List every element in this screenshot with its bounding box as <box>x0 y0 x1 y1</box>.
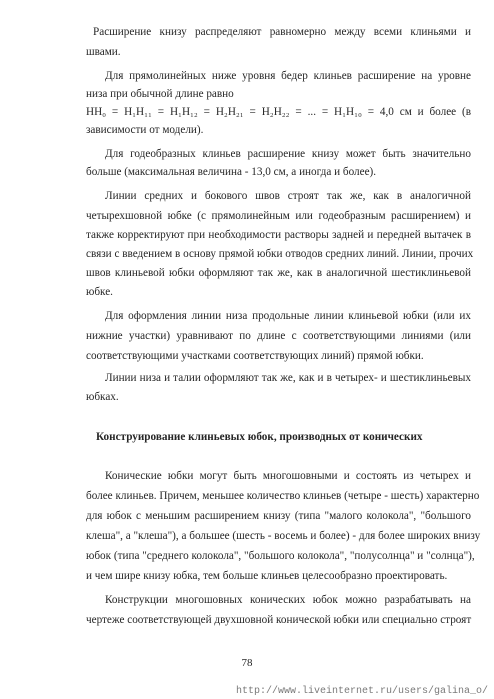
paragraph-line: зависимости от модели). <box>86 124 204 136</box>
paragraph-line: Расширение книзу распределяют равномерно между всеми клиньями и <box>93 26 471 38</box>
paragraph-line: Линии средних и бокового швов строят так же, как в аналогичной <box>105 190 471 202</box>
paragraph-line: низа при обычной длине равно <box>86 88 234 100</box>
paragraph-line: юбке. <box>86 286 113 298</box>
paragraph-line: юбках. <box>86 391 119 403</box>
paragraph-line: Для оформления линии низа продольные линии клиньевой юбки (или их <box>105 310 471 322</box>
paragraph-line: швов клиньевой юбки оформляют так же, как в аналогичной шестиклиньевой <box>86 267 471 279</box>
paragraph-line: Линии низа и талии оформляют так же, как и в четырех- и шестиклиньевых <box>105 372 471 384</box>
paragraph-line: более клиньев. Причем, меньшее количество клиньев (четыре - шесть) характерно <box>86 490 480 502</box>
paragraph-line: связи с введением в основу прямой юбки отводов средних линий. Линии, прочих <box>86 248 474 260</box>
paragraph-line: клеша", а "клеша"), а большее (шесть - восемь и более) - для более широких внизу <box>86 530 481 542</box>
paragraph-line: также корректируют при необходимости растворы задней и передней вытачек в <box>86 229 471 241</box>
page-number: 78 <box>241 657 253 669</box>
paragraph-line: соответствующими участками соответствующих линий) прямой юбки. <box>86 350 424 362</box>
paragraph-line: Для годеобразных клиньев расширение книзу может быть значительно <box>105 148 471 160</box>
paragraph-line: Для прямолинейных ниже уровня бедер клиньев расширение на уровне <box>105 70 471 82</box>
paragraph-line: четырехшовной юбке (с прямолинейным или годеобразным расширением) и <box>86 210 471 222</box>
paragraph-line: юбок (типа "среднего колокола", "большого колокола", "полусолнца" и "солнца"), <box>86 550 475 562</box>
paragraph-line: и чем шире книзу юбка, тем больше клиньев целесообразно проектировать. <box>86 570 448 582</box>
paragraph-line: больше (максимальная величина - 13,0 см, а иногда и более). <box>86 166 377 178</box>
paragraph-line: нижние участки) уравнивают по длине с соответствующими линиями (или <box>86 330 471 342</box>
section-heading: Конструирование клиньевых юбок, производных от конических <box>96 431 423 443</box>
paragraph-line: Конструкции многошовных конических юбок можно разрабатывать на <box>105 594 471 606</box>
watermark-url: http://www.liveinternet.ru/users/galina_o/ <box>235 686 488 697</box>
paragraph-line: для юбок с меньшим расширением книзу (типа "малого колокола", "большого <box>86 510 471 522</box>
paragraph-line: Конические юбки могут быть многошовными и состоять из четырех и <box>105 470 471 482</box>
paragraph-line: чертеже соответствующей двухшовной конической юбки или специально строят <box>86 614 472 626</box>
paragraph-line: швами. <box>86 46 121 58</box>
formula-line: НН₀ = Н₁Н₁₁ = Н₁Н₁₂ = Н₂Н₂₁ = Н₂Н₂₂ = ... = Н₁Н₁₀ = 4,0 см и более (в <box>86 106 471 118</box>
